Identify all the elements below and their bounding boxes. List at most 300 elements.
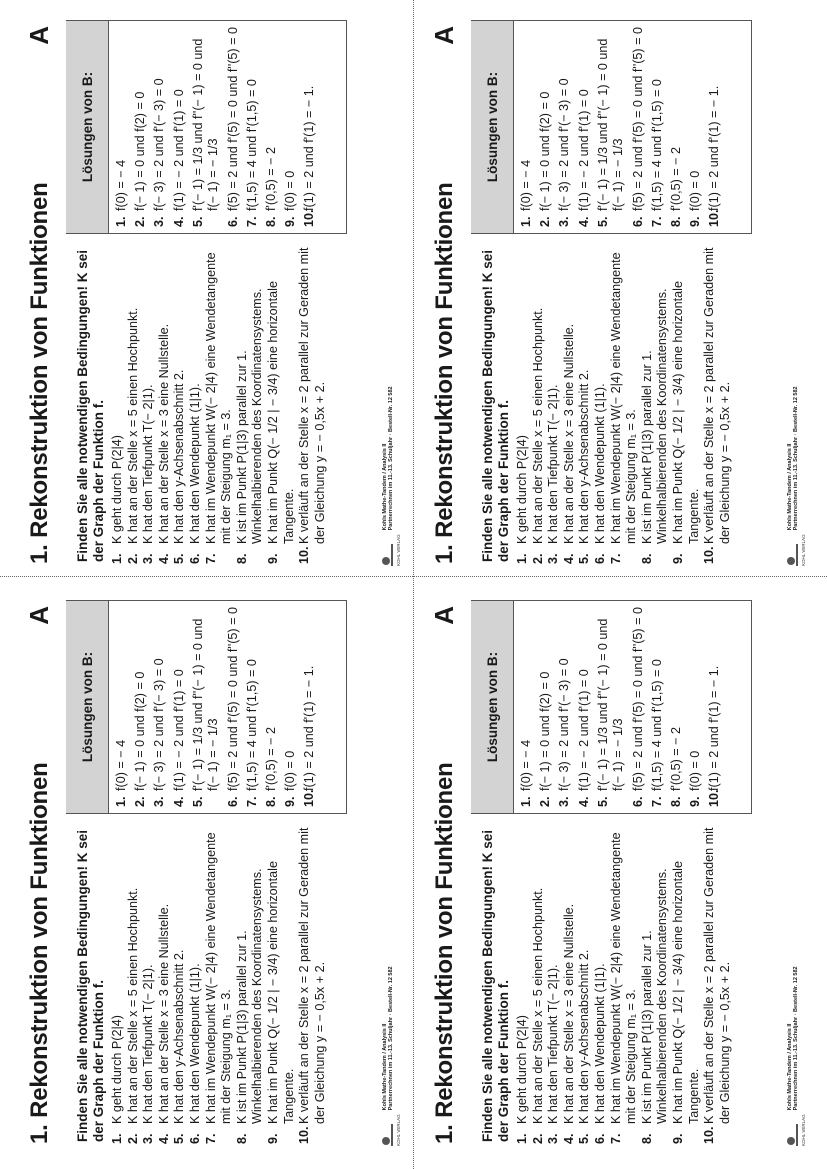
task-number: 2. <box>530 1133 545 1144</box>
solution-text: f(1) = − 2 und f'(1) = 0 <box>171 669 186 791</box>
footer-line-1: Kohls Mathe-Tandem / Analysis II <box>787 443 793 531</box>
task-item <box>609 824 640 1144</box>
task-text: K hat an der Stelle x = 3 eine Nullstelle. <box>561 903 576 1124</box>
task-text: K hat im Punkt Q(− 1/2 | − 3/4) eine horizontale Tangente. <box>265 861 296 1124</box>
task-heading: Finden Sie alle notwendigen Bedingungen! K sei der Graph der Funktion f. <box>75 249 106 562</box>
task-column <box>72 240 328 570</box>
task-text: K hat im Wendepunkt W(− 2|4) eine Wendetangente mit der Steigung m₁ = 3. <box>203 832 234 1124</box>
task-item <box>640 244 671 564</box>
task-item <box>671 824 702 1144</box>
solution-text: f(0) = − 4 <box>114 739 128 791</box>
task-item <box>157 244 173 564</box>
solution-item <box>264 605 280 807</box>
solution-number: 1. <box>114 216 128 227</box>
solution-text: f(− 1) = 0 und f(2) = 0 <box>133 671 148 791</box>
task-text: K hat den Wendepunkt (1|1). <box>187 383 202 544</box>
footer-text <box>382 966 394 1110</box>
task-item <box>297 824 328 1144</box>
task-number: 4. <box>156 1133 171 1144</box>
task-number: 9. <box>265 553 280 564</box>
solution-number: 1. <box>519 216 533 227</box>
worksheet-card <box>20 20 405 570</box>
task-number: 3. <box>546 1133 561 1144</box>
task-number: 7. <box>203 553 218 564</box>
solution-text: f'(− 1) = 1/3 und f''(− 1) = 0 und f(− 1) = − 1/3 <box>595 38 626 211</box>
card-header <box>425 20 471 570</box>
task-number: 7. <box>608 1133 623 1144</box>
task-number: 3. <box>141 553 156 564</box>
solution-text: f(− 3) = 2 und f'(− 3) = 0 <box>557 78 572 211</box>
publisher-name: KOHL VERLAG <box>801 534 806 566</box>
task-number: 1. <box>515 553 529 564</box>
task-item <box>546 824 562 1144</box>
task-number: 7. <box>203 1133 218 1144</box>
task-number: 10. <box>702 1126 717 1144</box>
task-number: 4. <box>561 1133 576 1144</box>
solution-text: f(1) = 2 und f'(1) = − 1. <box>302 665 317 791</box>
task-text: K hat im Punkt Q(− 1/2 | − 3/4) eine horizontale Tangente. <box>265 281 296 544</box>
worksheet-card <box>20 600 405 1150</box>
solution-number: 10. <box>707 789 722 807</box>
solution-number: 9. <box>283 796 298 807</box>
solution-text: f(− 3) = 2 und f'(− 3) = 0 <box>152 78 167 211</box>
solution-number: 10. <box>302 789 317 807</box>
solution-number: 8. <box>263 796 278 807</box>
task-text: K verläuft an der Stelle x = 2 parallel zur Geraden mit der Gleichung y = − 0,5x + 2. <box>297 827 327 1124</box>
task-text: K hat im Wendepunkt W(− 2|4) eine Wendetangente mit der Steigung m₁ = 3. <box>203 252 234 544</box>
task-text: K hat den Wendepunkt (1|1). <box>187 963 202 1124</box>
task-number: 2. <box>530 553 545 564</box>
solutions-box <box>66 20 347 234</box>
solution-text: f(5) = 2 und f'(5) = 0 und f''(5) = 0 <box>630 607 645 791</box>
solution-number: 4. <box>576 796 591 807</box>
solution-text: f(− 3) = 2 und f'(− 3) = 0 <box>152 658 167 791</box>
card-header <box>425 600 471 1150</box>
solutions-box <box>471 20 752 234</box>
solutions-list <box>109 601 318 813</box>
solution-text: f'(− 1) = 1/3 und f''(− 1) = 0 und f(− 1) = − 1/3 <box>190 618 221 791</box>
footer-line-2: Partnerrechnen im 11.-13. Schuljahr · Bestell-Nr. 12 582 <box>793 966 799 1111</box>
solution-item <box>152 25 168 227</box>
publisher-logo-icon <box>382 544 396 566</box>
solution-number: 6. <box>225 796 240 807</box>
task-item <box>577 244 593 564</box>
solutions-heading: Lösungen von B: <box>66 21 109 233</box>
solution-item <box>538 605 554 807</box>
task-heading: Finden Sie alle notwendigen Bedingungen! K sei der Graph der Funktion f. <box>480 249 511 562</box>
solution-text: f(5) = 2 und f'(5) = 0 und f''(5) = 0 <box>630 27 645 211</box>
task-number: 6. <box>592 553 607 564</box>
solution-text: f(1) = 2 und f'(1) = − 1. <box>707 85 722 211</box>
solution-item <box>669 25 685 227</box>
solution-item <box>650 25 666 227</box>
solution-item <box>707 605 723 807</box>
publisher-logo <box>787 1114 806 1146</box>
card-footer <box>382 386 401 566</box>
solution-text: f(0) = − 4 <box>519 739 533 791</box>
solution-number: 1. <box>519 796 533 807</box>
task-text: K hat an der Stelle x = 5 einen Hochpunkt. <box>125 887 140 1124</box>
solution-item <box>688 605 704 807</box>
task-text: K geht durch P(2|4) <box>515 1015 529 1124</box>
task-text: K hat den Tiefpunkt T(− 2|1). <box>546 964 561 1124</box>
solution-text: f(0) = 0 <box>283 750 298 791</box>
solution-number: 3. <box>557 216 572 227</box>
solution-item <box>152 605 168 807</box>
solution-text: f(1) = − 2 und f'(1) = 0 <box>171 89 186 211</box>
solution-text: f'(0,5) = − 2 <box>668 146 683 211</box>
solution-text: f(1) = − 2 und f'(1) = 0 <box>576 89 591 211</box>
task-text: K ist im Punkt P(1|3) parallel zur 1. Winkelhalbierenden des Koordinatensystems. <box>234 868 265 1124</box>
task-item <box>515 244 531 564</box>
task-number: 1. <box>110 1133 124 1144</box>
solutions-list <box>514 21 723 233</box>
task-number: 3. <box>141 1133 156 1144</box>
solution-item <box>172 605 188 807</box>
task-number: 9. <box>265 1133 280 1144</box>
publisher-logo-icon <box>382 1124 396 1146</box>
card-footer <box>787 966 806 1146</box>
card-header <box>20 20 66 570</box>
task-number: 6. <box>592 1133 607 1144</box>
task-item <box>546 244 562 564</box>
solution-item <box>245 25 261 227</box>
solution-item <box>631 605 647 807</box>
task-number: 5. <box>577 1133 592 1144</box>
solution-number: 6. <box>630 796 645 807</box>
solution-item <box>631 25 647 227</box>
task-item <box>577 824 593 1144</box>
task-number: 5. <box>172 1133 187 1144</box>
task-text: K hat an der Stelle x = 5 einen Hochpunkt. <box>530 307 545 544</box>
solution-item <box>172 25 188 227</box>
solution-number: 5. <box>190 216 205 227</box>
worksheet-card <box>425 600 810 1150</box>
solution-item <box>557 605 573 807</box>
solution-number: 2. <box>538 796 553 807</box>
solution-number: 7. <box>649 796 664 807</box>
solutions-box <box>471 600 752 814</box>
task-item <box>266 244 297 564</box>
solutions-box <box>66 600 347 814</box>
solution-text: f(− 1) = 0 und f(2) = 0 <box>133 91 148 211</box>
vertical-cut-line <box>413 0 414 1169</box>
solution-number: 2. <box>133 796 148 807</box>
solution-item <box>302 25 318 227</box>
task-number: 5. <box>577 553 592 564</box>
solution-text: f(0) = 0 <box>688 170 703 211</box>
solution-number: 5. <box>595 216 610 227</box>
task-item <box>593 244 609 564</box>
card-letter: A <box>24 606 54 625</box>
task-item <box>297 244 328 564</box>
task-item <box>204 244 235 564</box>
task-text: K hat im Punkt Q(− 1/2 | − 3/4) eine horizontale Tangente. <box>670 281 701 544</box>
solution-item <box>133 605 149 807</box>
task-text: K hat den y-Achsenabschnitt 2. <box>172 949 187 1124</box>
task-item <box>188 244 204 564</box>
solution-item <box>577 605 593 807</box>
task-number: 1. <box>110 553 124 564</box>
task-text: K geht durch P(2|4) <box>515 435 529 544</box>
task-text: K verläuft an der Stelle x = 2 parallel zur Geraden mit der Gleichung y = − 0,5x + 2. <box>702 827 732 1124</box>
solution-item <box>191 25 222 227</box>
task-number: 6. <box>187 553 202 564</box>
task-text: K ist im Punkt P(1|3) parallel zur 1. Winkelhalbierenden des Koordinatensystems. <box>639 868 670 1124</box>
solution-item <box>226 25 242 227</box>
card-header <box>20 600 66 1150</box>
task-item <box>235 824 266 1144</box>
task-list <box>513 820 733 1150</box>
solution-item <box>577 25 593 227</box>
task-text: K verläuft an der Stelle x = 2 parallel zur Geraden mit der Gleichung y = − 0,5x + 2. <box>297 247 327 544</box>
solution-number: 2. <box>538 216 553 227</box>
solutions-heading: Lösungen von B: <box>471 601 514 813</box>
solution-text: f(0) = 0 <box>283 170 298 211</box>
task-text: K geht durch P(2|4) <box>110 435 124 544</box>
solution-text: f(5) = 2 und f'(5) = 0 und f''(5) = 0 <box>225 27 240 211</box>
card-footer <box>382 966 401 1146</box>
task-text: K hat an der Stelle x = 3 eine Nullstelle. <box>156 323 171 544</box>
worksheet-card <box>425 20 810 570</box>
solution-number: 8. <box>668 216 683 227</box>
card-title: 1. Rekonstruktion von Funktionen <box>26 182 53 564</box>
task-text: K hat den Wendepunkt (1|1). <box>592 383 607 544</box>
solution-number: 9. <box>688 216 703 227</box>
solutions-heading: Lösungen von B: <box>66 601 109 813</box>
solutions-list <box>109 21 318 233</box>
solution-item <box>650 605 666 807</box>
task-item <box>141 244 157 564</box>
solution-number: 2. <box>133 216 148 227</box>
solution-number: 4. <box>171 796 186 807</box>
solution-item <box>283 25 299 227</box>
card-letter: A <box>429 26 459 45</box>
publisher-name: KOHL VERLAG <box>801 1114 806 1146</box>
task-number: 8. <box>639 1133 654 1144</box>
solution-text: f'(0,5) = − 2 <box>263 146 278 211</box>
task-item <box>702 824 733 1144</box>
task-text: K hat an der Stelle x = 5 einen Hochpunkt. <box>125 307 140 544</box>
solution-item <box>519 605 535 807</box>
footer-text <box>787 386 799 530</box>
task-text: K hat den Tiefpunkt T(− 2|1). <box>546 384 561 544</box>
publisher-logo <box>382 1114 401 1146</box>
footer-line-1: Kohls Mathe-Tandem / Analysis II <box>382 443 388 531</box>
task-text: K hat den Wendepunkt (1|1). <box>592 963 607 1124</box>
solution-text: f(− 1) = 0 und f(2) = 0 <box>538 671 553 791</box>
solution-text: f(− 1) = 0 und f(2) = 0 <box>538 91 553 211</box>
task-text: K hat den y-Achsenabschnitt 2. <box>172 369 187 544</box>
task-item <box>531 824 547 1144</box>
solution-number: 9. <box>688 796 703 807</box>
solution-number: 3. <box>152 796 167 807</box>
solution-item <box>264 25 280 227</box>
solution-text: f(1,5) = 4 und f'(1,5) = 0 <box>649 79 664 211</box>
solution-number: 4. <box>171 216 186 227</box>
solution-text: f(− 3) = 2 und f'(− 3) = 0 <box>557 658 572 791</box>
task-number: 8. <box>234 1133 249 1144</box>
task-item <box>562 244 578 564</box>
task-item <box>609 244 640 564</box>
solution-text: f'(0,5) = − 2 <box>668 726 683 791</box>
solution-item <box>283 605 299 807</box>
task-number: 10. <box>297 1126 312 1144</box>
task-item <box>110 824 126 1144</box>
task-text: K hat den y-Achsenabschnitt 2. <box>577 369 592 544</box>
task-text: K hat im Wendepunkt W(− 2|4) eine Wendetangente mit der Steigung m₁ = 3. <box>608 252 639 544</box>
solution-text: f(1,5) = 4 und f'(1,5) = 0 <box>244 79 259 211</box>
solution-text: f(0) = − 4 <box>114 159 128 211</box>
task-number: 8. <box>639 553 654 564</box>
footer-line-2: Partnerrechnen im 11.-13. Schuljahr · Bestell-Nr. 12 582 <box>388 966 394 1111</box>
solution-item <box>596 25 627 227</box>
task-text: K verläuft an der Stelle x = 2 parallel zur Geraden mit der Gleichung y = − 0,5x + 2. <box>702 247 732 544</box>
solution-item <box>302 605 318 807</box>
solution-item <box>538 25 554 227</box>
solution-number: 10. <box>707 209 722 227</box>
task-number: 9. <box>670 553 685 564</box>
task-item <box>157 824 173 1144</box>
task-text: K ist im Punkt P(1|3) parallel zur 1. Winkelhalbierenden des Koordinatensystems. <box>234 288 265 544</box>
footer-text <box>787 966 799 1110</box>
solution-number: 5. <box>190 796 205 807</box>
task-item <box>266 824 297 1144</box>
task-number: 7. <box>608 553 623 564</box>
solution-number: 8. <box>263 216 278 227</box>
solution-number: 8. <box>668 796 683 807</box>
solution-item <box>519 25 535 227</box>
solution-number: 3. <box>152 216 167 227</box>
solution-item <box>557 25 573 227</box>
solution-text: f(1,5) = 4 und f'(1,5) = 0 <box>649 659 664 791</box>
task-item <box>702 244 733 564</box>
solution-text: f(1) = − 2 und f'(1) = 0 <box>576 669 591 791</box>
task-item <box>126 244 142 564</box>
task-number: 4. <box>156 553 171 564</box>
task-text: K hat den y-Achsenabschnitt 2. <box>577 949 592 1124</box>
solution-text: f(5) = 2 und f'(5) = 0 und f''(5) = 0 <box>225 607 240 791</box>
task-item <box>204 824 235 1144</box>
solution-text: f(1) = 2 und f'(1) = − 1. <box>302 85 317 211</box>
task-text: K hat an der Stelle x = 3 eine Nullstelle. <box>156 903 171 1124</box>
solution-item <box>245 605 261 807</box>
task-column <box>477 820 733 1150</box>
publisher-logo <box>787 534 806 566</box>
solution-text: f'(− 1) = 1/3 und f''(− 1) = 0 und f(− 1) = − 1/3 <box>595 618 626 791</box>
solution-number: 5. <box>595 796 610 807</box>
solutions-heading: Lösungen von B: <box>471 21 514 233</box>
task-number: 10. <box>702 546 717 564</box>
task-number: 2. <box>125 1133 140 1144</box>
solution-number: 10. <box>302 209 317 227</box>
task-number: 1. <box>515 1133 529 1144</box>
solution-text: f(0) = 0 <box>688 750 703 791</box>
solution-number: 3. <box>557 796 572 807</box>
task-text: K hat im Punkt Q(− 1/2 | − 3/4) eine horizontale Tangente. <box>670 861 701 1124</box>
horizontal-cut-line <box>0 576 827 577</box>
task-number: 5. <box>172 553 187 564</box>
task-item <box>515 824 531 1144</box>
solution-item <box>688 25 704 227</box>
solution-text: f'(− 1) = 1/3 und f''(− 1) = 0 und f(− 1) = − 1/3 <box>190 38 221 211</box>
task-heading: Finden Sie alle notwendigen Bedingungen! K sei der Graph der Funktion f. <box>75 829 106 1142</box>
solution-number: 4. <box>576 216 591 227</box>
task-text: K geht durch P(2|4) <box>110 1015 124 1124</box>
solution-number: 7. <box>649 216 664 227</box>
solution-number: 6. <box>630 216 645 227</box>
solution-text: f(0) = − 4 <box>519 159 533 211</box>
task-item <box>562 824 578 1144</box>
solution-item <box>114 605 130 807</box>
publisher-name: KOHL VERLAG <box>396 1114 401 1146</box>
task-item <box>110 244 126 564</box>
solution-item <box>596 605 627 807</box>
solution-item <box>133 25 149 227</box>
solution-text: f'(0,5) = − 2 <box>263 726 278 791</box>
task-number: 4. <box>561 553 576 564</box>
solution-number: 7. <box>244 216 259 227</box>
task-number: 9. <box>670 1133 685 1144</box>
task-text: K hat den Tiefpunkt T(− 2|1). <box>141 384 156 544</box>
task-list <box>513 240 733 570</box>
task-item <box>172 244 188 564</box>
task-item <box>188 824 204 1144</box>
task-text: K hat an der Stelle x = 3 eine Nullstelle. <box>561 323 576 544</box>
task-number: 3. <box>546 553 561 564</box>
footer-line-1: Kohls Mathe-Tandem / Analysis II <box>382 1023 388 1111</box>
publisher-name: KOHL VERLAG <box>396 534 401 566</box>
card-footer <box>787 386 806 566</box>
card-title: 1. Rekonstruktion von Funktionen <box>431 762 458 1144</box>
solution-number: 9. <box>283 216 298 227</box>
task-item <box>126 824 142 1144</box>
task-item <box>531 244 547 564</box>
task-item <box>141 824 157 1144</box>
task-list <box>108 820 328 1150</box>
publisher-logo <box>382 534 401 566</box>
card-title: 1. Rekonstruktion von Funktionen <box>26 762 53 1144</box>
task-item <box>235 244 266 564</box>
solution-item <box>707 25 723 227</box>
task-text: K hat an der Stelle x = 5 einen Hochpunkt. <box>530 887 545 1124</box>
card-title: 1. Rekonstruktion von Funktionen <box>431 182 458 564</box>
solution-item <box>114 25 130 227</box>
task-item <box>593 824 609 1144</box>
task-text: K hat im Wendepunkt W(− 2|4) eine Wendetangente mit der Steigung m₁ = 3. <box>608 832 639 1124</box>
solution-text: f(1) = 2 und f'(1) = − 1. <box>707 665 722 791</box>
task-text: K hat den Tiefpunkt T(− 2|1). <box>141 964 156 1124</box>
footer-line-2: Partnerrechnen im 11.-13. Schuljahr · Bestell-Nr. 12 582 <box>388 386 394 531</box>
task-number: 10. <box>297 546 312 564</box>
publisher-logo-icon <box>787 544 801 566</box>
solution-number: 1. <box>114 796 128 807</box>
task-column <box>477 240 733 570</box>
task-number: 2. <box>125 553 140 564</box>
card-letter: A <box>429 606 459 625</box>
footer-text <box>382 386 394 530</box>
solution-item <box>669 605 685 807</box>
task-text: K ist im Punkt P(1|3) parallel zur 1. Winkelhalbierenden des Koordinatensystems. <box>639 288 670 544</box>
card-letter: A <box>24 26 54 45</box>
task-column <box>72 820 328 1150</box>
solution-number: 6. <box>225 216 240 227</box>
solution-item <box>191 605 222 807</box>
task-item <box>172 824 188 1144</box>
task-heading: Finden Sie alle notwendigen Bedingungen! K sei der Graph der Funktion f. <box>480 829 511 1142</box>
task-item <box>671 244 702 564</box>
solutions-list <box>514 601 723 813</box>
